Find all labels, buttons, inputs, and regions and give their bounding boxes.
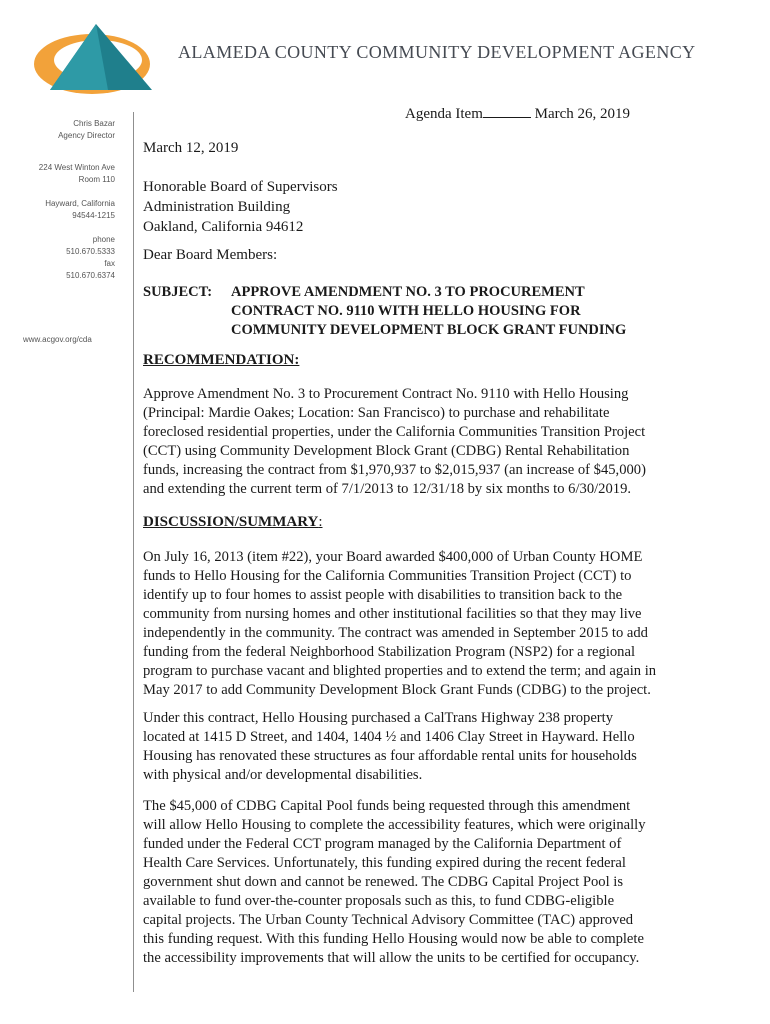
phone-label: phone — [92, 235, 115, 244]
recipient-line: Honorable Board of Supervisors — [143, 179, 338, 195]
paragraph-line: funds to Hello Housing for the California Communities Transition Project (CCT) to — [143, 568, 632, 584]
address-line1: 224 West Winton Ave — [38, 163, 115, 172]
paragraph-line: Approve Amendment No. 3 to Procurement Contract No. 9110 with Hello Housing — [143, 386, 629, 402]
paragraph-line: community from nursing homes and other institutional facilities so that they may live — [143, 606, 642, 622]
paragraph-line: with physical and/or developmental disabilities. — [143, 767, 423, 783]
recommendation-heading: RECOMMENDATION: — [143, 352, 300, 368]
paragraph-line: On July 16, 2013 (item #22), your Board awarded $400,000 of Urban County HOME — [143, 549, 643, 565]
fax-number: 510.670.6374 — [66, 271, 115, 280]
director-title: Agency Director — [58, 131, 115, 140]
paragraph-line: the accessibility improvements that will allow the units to be certified for occupancy. — [143, 950, 640, 966]
subject-line: COMMUNITY DEVELOPMENT BLOCK GRANT FUNDING — [231, 322, 627, 338]
paragraph-line: The $45,000 of CDBG Capital Pool funds being requested through this amendment — [143, 798, 631, 814]
paragraph-line: will allow Hello Housing to complete the accessibility features, which were originally — [143, 817, 646, 833]
subject-line: APPROVE AMENDMENT NO. 3 TO PROCUREMENT — [231, 284, 585, 300]
phone-number: 510.670.5333 — [66, 247, 115, 256]
paragraph-line: funding from the federal Neighborhood Stabilization Program (NSP2) for a regional — [143, 644, 636, 660]
agency-title: ALAMEDA COUNTY COMMUNITY DEVELOPMENT AGENCY — [178, 42, 696, 62]
sidebar-divider — [133, 112, 134, 992]
paragraph-line: Housing has renovated these structures as four affordable rental units for households — [143, 748, 637, 764]
discussion-paragraph-2 — [143, 709, 683, 785]
paragraph-line: identify up to four homes to assist people with disabilities to transition back to the — [143, 587, 623, 603]
paragraph-line: government shut down and cannot be renewed. The CDBG Capital Project Pool is — [143, 874, 624, 890]
city: Hayward, California — [45, 199, 115, 208]
director-name: Chris Bazar — [73, 119, 115, 128]
letter-date: March 12, 2019 — [143, 140, 239, 156]
discussion-paragraph-3 — [143, 797, 683, 968]
recipient-address — [143, 177, 338, 237]
recipient-line: Oakland, California 94612 — [143, 219, 304, 235]
paragraph-line: and extending the current term of 7/1/2013 to 12/31/18 by six months to 6/30/2019. — [143, 481, 632, 497]
sidebar-contact-info — [20, 118, 115, 344]
subject-label: SUBJECT: — [143, 284, 213, 300]
discussion-colon: : — [318, 514, 323, 530]
paragraph-line: (CCT) using Community Development Block Grant (CDBG) Rental Rehabilitation — [143, 443, 630, 459]
agenda-date: March 26, 2019 — [534, 106, 631, 122]
agenda-blank — [483, 105, 531, 118]
paragraph-line: May 2017 to add Community Development Block Grant Funds (CDBG) to the project. — [143, 682, 651, 698]
zip: 94544-1215 — [72, 211, 115, 220]
paragraph-line: Under this contract, Hello Housing purchased a CalTrans Highway 238 property — [143, 710, 614, 726]
paragraph-line: located at 1415 D Street, and 1404, 1404 ½ and 1406 Clay Street in Hayward. Hello — [143, 729, 635, 745]
recommendation-paragraph — [143, 385, 683, 499]
paragraph-line: (Principal: Mardie Oakes; Location: San Francisco) to purchase and rehabilitate — [143, 405, 610, 421]
greeting: Dear Board Members: — [143, 247, 278, 263]
paragraph-line: this funding request. With this funding Hello Housing would now be able to complete — [143, 931, 644, 947]
fax-label: fax — [104, 259, 115, 268]
paragraph-line: independently in the community. The contract was amended in September 2015 to add — [143, 625, 648, 641]
paragraph-line: Health Care Services. Unfortunately, this funding expired during the recent federal — [143, 855, 626, 871]
recipient-line: Administration Building — [143, 199, 291, 215]
website-link[interactable]: www.acgov.org/cda — [23, 335, 92, 344]
paragraph-line: funds, increasing the contract from $1,970,937 to $2,015,937 (an increase of $45,000) — [143, 462, 646, 478]
paragraph-line: foreclosed residential properties, under the California Communities Transition Project — [143, 424, 646, 440]
agenda-label: Agenda Item — [405, 106, 483, 122]
paragraph-line: funded under the Federal CCT program managed by the California Department of — [143, 836, 622, 852]
paragraph-line: capital projects. The Urban County Technical Advisory Committee (TAC) approved — [143, 912, 634, 928]
agenda-line — [405, 105, 630, 123]
discussion-paragraph-1 — [143, 548, 683, 700]
agency-logo — [30, 20, 170, 102]
discussion-heading — [143, 514, 323, 531]
paragraph-line: available to fund over-the-counter proposals such as this, to fund CDBG-eligible — [143, 893, 615, 909]
subject-line: CONTRACT NO. 9110 WITH HELLO HOUSING FOR — [231, 303, 581, 319]
discussion-heading-text: DISCUSSION/SUMMARY — [143, 514, 319, 530]
paragraph-line: program to purchase vacant and blighted properties and to extend the term; and again in — [143, 663, 657, 679]
address-line2: Room 110 — [78, 175, 115, 184]
